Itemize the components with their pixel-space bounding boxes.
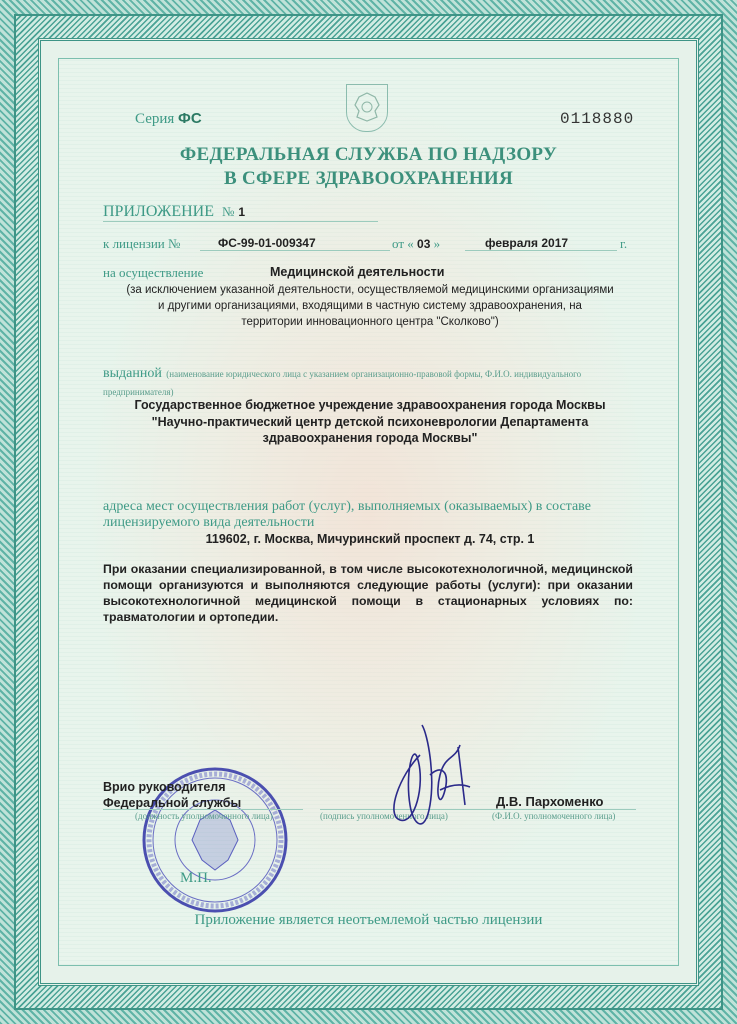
issued-label: выданной (наименование юридического лица с указанием организационно-правовой формы, Ф.И.О. индивидуального предпринимателя) bbox=[103, 366, 582, 397]
signer-name: Д.В. Пархоменко bbox=[490, 794, 636, 810]
address-label: адреса мест осуществления работ (услуг), выполняемых (оказываемых) в составе лицензируемого вида деятельности bbox=[103, 499, 591, 530]
seal-label: М.П. bbox=[180, 870, 212, 886]
position-hint: (должность уполномоченного лица) bbox=[135, 811, 273, 821]
activity-note: (за исключением указанной деятельности, осуществляемой медицинскими организациями и другими организациями, входящими в частную систему здравоохранения, на территории инновационного центра "Сколково") bbox=[126, 284, 614, 328]
services-text: При оказании специализированной, в том числе высокотехнологичной, медицинской помощи организуются и выполняются следующие работы (услуги): при оказании высокотехнологичной медицинской помощи в стационарных условиях по: травматологии и ортопедии. bbox=[103, 562, 633, 624]
organization-name: Государственное бюджетное учреждение здравоохранения города Москвы "Научно-практический центр детской психоневрологии Департамента здравоохранения города Москвы" bbox=[134, 398, 606, 445]
series-value: ФС bbox=[178, 110, 202, 127]
appendix-row: ПРИЛОЖЕНИЕ № 1 bbox=[103, 203, 378, 222]
address-value: 119602, г. Москва, Мичуринский проспект д. 74, стр. 1 bbox=[205, 532, 535, 546]
coat-of-arms-icon bbox=[346, 84, 388, 132]
title-line-2: В СФЕРЕ ЗДРАВООХРАНЕНИЯ bbox=[224, 168, 513, 189]
license-number: ФС-99-01-009347 bbox=[200, 236, 390, 251]
footer-note: Приложение является неотъемлемой частью лицензии bbox=[194, 912, 543, 928]
signature-hint: (подпись уполномоченного лица) bbox=[320, 811, 448, 821]
license-from: от « 03 » bbox=[392, 236, 441, 251]
year-suffix: г. bbox=[620, 236, 628, 251]
license-month-year: февраля 2017 bbox=[465, 236, 617, 251]
signer-position: Врио руководителя Федеральной службы bbox=[103, 780, 242, 810]
title-line-1: ФЕДЕРАЛЬНАЯ СЛУЖБА ПО НАДЗОРУ bbox=[179, 144, 558, 165]
series-label: Серия ФС bbox=[135, 110, 202, 127]
activity-label: на осуществление bbox=[103, 265, 204, 280]
name-hint: (Ф.И.О. уполномоченного лица) bbox=[492, 811, 616, 821]
handwritten-signature bbox=[380, 715, 490, 845]
license-label: к лицензии № bbox=[103, 236, 181, 251]
activity-value: Медицинской деятельности bbox=[270, 265, 445, 279]
license-day: 03 bbox=[417, 237, 431, 251]
appendix-number: 1 bbox=[238, 205, 246, 219]
document-number: 0118880 bbox=[560, 110, 635, 128]
